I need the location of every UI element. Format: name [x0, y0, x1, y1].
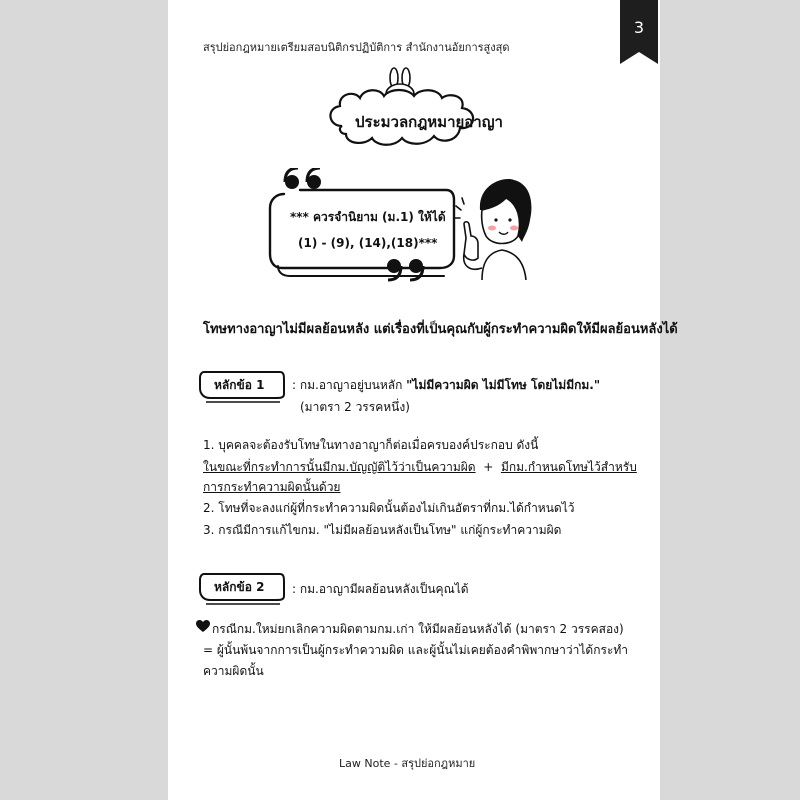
- heart-bullet-icon: [196, 620, 210, 633]
- page-number: 3: [633, 18, 645, 37]
- page-footer: Law Note - สรุปย่อกฎหมาย: [339, 757, 476, 770]
- plus-sign: +: [483, 460, 494, 474]
- quote-line-2: (1) - (9), (14),(18)***: [298, 236, 438, 250]
- item1-condition-a: ในขณะที่กระทำการนั้นมีกม.บัญญัติไว้ว่าเป็นความผิด: [203, 460, 476, 474]
- section2-bullet-line2: = ผู้นั้นพ้นจากการเป็นผู้กระทำความผิด และผู้นั้นไม่เคยต้องคำพิพากษาว่าได้กระทำ: [203, 643, 628, 657]
- section1-badge: หลักข้อ 1: [214, 378, 265, 392]
- section1-description: [292, 376, 600, 395]
- principle-heading: โทษทางอาญาไม่มีผลย้อนหลัง แต่เรื่องที่เป็นคุณกับผู้กระทำความผิดให้มีผลย้อนหลังได้: [203, 322, 678, 337]
- section1-item1-line3: การกระทำความผิดนั้นด้วย: [203, 480, 341, 494]
- item3-suffix: แก่ผู้กระทำความผิด: [456, 523, 562, 537]
- open-quote-icon: [285, 168, 321, 189]
- section1-item2: 2. โทษที่จะลงแก่ผู้ที่กระทำความผิดนั้นต้องไม่เกินอัตราที่กม.ได้กำหนดไว้: [203, 501, 575, 515]
- section1-desc-quote: "ไม่มีความผิด ไม่มีโทษ โดยไม่มีกม.": [406, 378, 601, 392]
- section1-item1-line1: 1. บุคคลจะต้องรับโทษในทางอาญาก็ต่อเมื่อครบองค์ประกอบ ดังนี้: [203, 438, 539, 452]
- section1-reference: (มาตรา 2 วรรคหนึ่ง): [300, 400, 410, 414]
- girl-pointing-illustration: [452, 176, 552, 280]
- section1-item1-line2: [203, 458, 637, 477]
- quote-box-graphic: [260, 168, 460, 288]
- section2-bullet-line3: ความผิดนั้น: [203, 664, 264, 678]
- section1-desc-prefix: : กม.อาญาอยู่บนหลัก: [292, 378, 407, 392]
- item3-quote: "ไม่มีผลย้อนหลังเป็นโทษ": [323, 523, 457, 537]
- quote-line-1: *** ควรจำนิยาม (ม.1) ให้ได้: [290, 210, 446, 224]
- running-header: สรุปย่อกฎหมายเตรียมสอบนิติกรปฏิบัติการ สำนักงานอัยการสูงสุด: [203, 41, 510, 54]
- section2-description: : กม.อาญามีผลย้อนหลังเป็นคุณได้: [292, 582, 469, 596]
- section2-bullet-line1: กรณีกม.ใหม่ยกเลิกความผิดตามกม.เก่า ให้มีผลย้อนหลังได้ (มาตรา 2 วรรคสอง): [212, 622, 624, 636]
- title-cloud-graphic: [322, 64, 482, 154]
- section1-item3: [203, 521, 561, 540]
- title-cloud-text: ประมวลกฎหมายอาญา: [355, 113, 503, 131]
- section2-badge: หลักข้อ 2: [214, 580, 265, 594]
- item3-prefix: 3. กรณีมีการแก้ไขกม.: [203, 523, 324, 537]
- item1-condition-b: มีกม.กำหนดโทษไว้สำหรับ: [500, 460, 637, 474]
